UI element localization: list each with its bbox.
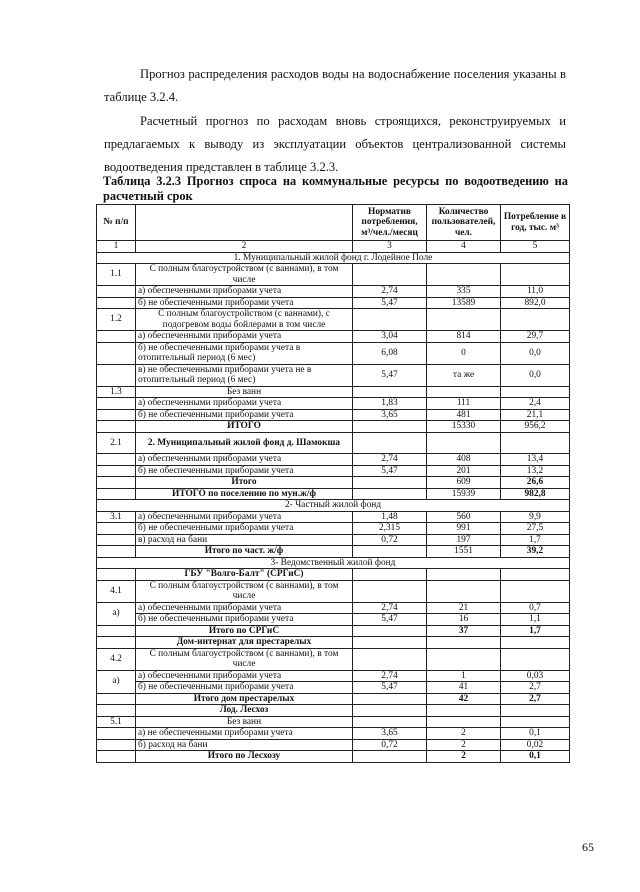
total-consumption: 2,7 [501,693,570,705]
empty-cell [501,264,570,286]
total-users: 15330 [427,421,501,433]
table-row [97,286,570,298]
row-label: б) не обеспеченными приборами учета [136,409,353,421]
row-number: 1.2 [97,309,136,331]
column-number: 3 [353,241,427,253]
row-label: а) обеспеченными приборами учета [136,454,353,466]
empty-cell [501,386,570,398]
empty-cell [97,693,136,705]
table-row [97,705,570,717]
empty-cell [427,264,501,286]
empty-cell [353,432,427,454]
table-row [97,398,570,410]
table-row [97,751,570,763]
row-label: б) не обеспеченными приборами учета [136,523,353,535]
table-body [97,252,570,762]
empty-cell [97,342,136,364]
row-number: 1.1 [97,264,136,286]
table-row [97,523,570,535]
empty-cell [353,477,427,489]
empty-cell [97,637,136,649]
subgroup-heading: Лод. Лесхоз [136,705,353,717]
empty-cell [501,648,570,670]
users-value: 481 [427,409,501,421]
empty-cell [501,716,570,728]
column-number: 2 [136,241,353,253]
column-number: 4 [427,241,501,253]
table-row [97,309,570,331]
table-row [97,670,570,682]
empty-cell [97,534,136,546]
empty-cell [427,580,501,602]
subgroup-heading: Дом-интернат для престарелых [136,637,353,649]
row-number: 1.3 [97,386,136,398]
table-row [97,488,570,500]
total-label: Итого по СРГиС [136,625,353,637]
table-row [97,716,570,728]
row-number: 4.1 [97,580,136,602]
table-row [97,569,570,581]
users-value: 1 [427,670,501,682]
paragraph-line: Расчетный прогноз по расходам вновь строящихся, реконструируемых и [140,114,566,128]
users-value: 201 [427,465,501,477]
section-heading: 2- Частный жилой фонд [97,500,570,512]
paragraph-line: таблице 3.2.4. [104,90,179,104]
empty-cell [427,705,501,717]
norm-value: 1,83 [353,398,427,410]
column-number: 5 [501,241,570,253]
empty-cell [501,705,570,717]
total-consumption: 26,6 [501,477,570,489]
table-row [97,546,570,558]
users-value: та же [427,364,501,386]
total-users: 2 [427,751,501,763]
page-number: 65 [582,840,594,854]
consumption-value: 0,1 [501,728,570,740]
empty-cell [353,705,427,717]
group-heading: С полным благоустройством (с ваннами), в том числе [136,580,353,602]
consumption-value: 0,03 [501,670,570,682]
users-value: 2 [427,728,501,740]
table-row [97,534,570,546]
header-norm: Норматив потребления, м³/чел./месяц [353,205,427,241]
total-label: Итого по част. ж/ф [136,546,353,558]
group-heading: Без ванн [136,716,353,728]
group-heading: С полным благоустройством (с ваннами), в том числе [136,648,353,670]
column-number: 1 [97,241,136,253]
empty-cell [97,739,136,751]
empty-cell [353,309,427,331]
total-label: Итого дом престарелых [136,693,353,705]
consumption-value: 13,2 [501,465,570,477]
norm-value: 2,315 [353,523,427,535]
section-heading: 3- Ведомственный жилой фонд [97,557,570,569]
empty-cell [501,637,570,649]
row-label: а) обеспеченными приборами учета [136,511,353,523]
table-row [97,614,570,626]
empty-cell [353,716,427,728]
consumption-value: 0,0 [501,342,570,364]
row-number: 5.1 [97,716,136,728]
empty-cell [97,465,136,477]
row-label: б) не обеспеченными приборами учета [136,614,353,626]
total-users: 42 [427,693,501,705]
table-row [97,252,570,264]
table-row [97,511,570,523]
total-users: 1551 [427,546,501,558]
empty-cell [427,432,501,454]
empty-cell [353,264,427,286]
consumption-value: 13,4 [501,454,570,466]
norm-value: 2,74 [353,286,427,298]
paragraph-line: Прогноз распределения расходов воды на водоснабжение поселения указаны в [140,67,566,81]
table-row [97,297,570,309]
table-row [97,432,570,454]
row-label: б) не обеспеченными приборами учета [136,465,353,477]
table-row [97,421,570,433]
row-label: б) расход на бани [136,739,353,751]
total-users: 609 [427,477,501,489]
empty-cell [353,637,427,649]
row-number: 4.2 [97,648,136,670]
table-row [97,465,570,477]
users-value: 111 [427,398,501,410]
norm-value: 5,47 [353,682,427,694]
total-users: 37 [427,625,501,637]
total-users: 15939 [427,488,501,500]
norm-value: 2,74 [353,670,427,682]
empty-cell [97,477,136,489]
consumption-value: 2,7 [501,682,570,694]
total-label: Итого [136,477,353,489]
empty-cell [97,705,136,717]
norm-value: 2,74 [353,602,427,614]
table-row [97,648,570,670]
consumption-value: 29,7 [501,331,570,343]
table-row [97,342,570,364]
users-value: 2 [427,739,501,751]
group-heading: С полным благоустройством (с ваннами), в том числе [136,264,353,286]
table-title-cont: расчетный срок [103,189,193,203]
table-row [97,500,570,512]
total-consumption: 1,7 [501,625,570,637]
row-label: а) обеспеченными приборами учета [136,286,353,298]
empty-cell [353,569,427,581]
row-number: а) [97,670,136,693]
consumption-value: 0,0 [501,364,570,386]
norm-value: 5,47 [353,364,427,386]
empty-cell [427,637,501,649]
table-row [97,409,570,421]
table-row [97,728,570,740]
empty-cell [97,454,136,466]
empty-cell [501,432,570,454]
empty-cell [97,751,136,763]
row-label: в) не обеспеченными приборами учета не в отопительный период (6 мес) [136,364,353,386]
empty-cell [97,546,136,558]
subgroup-heading: ГБУ "Волго-Балт" (СРГиС) [136,569,353,581]
empty-cell [353,546,427,558]
empty-cell [427,386,501,398]
users-value: 13589 [427,297,501,309]
empty-cell [97,364,136,386]
row-label: б) не обеспеченными приборами учета [136,682,353,694]
table-row [97,739,570,751]
section-heading: 1. Муниципальный жилой фонд г. Лодейное Поле [97,252,570,264]
consumption-value: 2,4 [501,398,570,410]
consumption-value: 9,9 [501,511,570,523]
empty-cell [97,625,136,637]
consumption-value: 0,02 [501,739,570,751]
consumption-value: 1,1 [501,614,570,626]
empty-cell [97,297,136,309]
empty-cell [427,716,501,728]
row-label: а) не обеспеченными приборами учета [136,728,353,740]
norm-value: 0,72 [353,739,427,751]
row-label: в) расход на бани [136,534,353,546]
empty-cell [97,523,136,535]
row-number: а) [97,602,136,625]
empty-cell [353,580,427,602]
row-number: 2.1 [97,432,136,454]
norm-value: 2,74 [353,454,427,466]
empty-cell [97,728,136,740]
norm-value: 5,47 [353,614,427,626]
norm-value: 5,47 [353,465,427,477]
users-value: 335 [427,286,501,298]
empty-cell [353,386,427,398]
header-users: Количество пользователей, чел. [427,205,501,241]
empty-cell [353,625,427,637]
row-label: а) обеспеченными приборами учета [136,331,353,343]
table-row [97,693,570,705]
norm-value: 5,47 [353,297,427,309]
empty-cell [501,309,570,331]
table-row [97,557,570,569]
empty-cell [97,409,136,421]
users-value: 197 [427,534,501,546]
table-row [97,625,570,637]
table-row [97,602,570,614]
empty-cell [97,488,136,500]
table-row [97,580,570,602]
header-name [136,205,353,241]
group-heading: 2. Муниципальный жилой фонд д. Шамокша [136,432,353,454]
empty-cell [97,398,136,410]
table-row [97,331,570,343]
group-heading: Без ванн [136,386,353,398]
empty-cell [427,648,501,670]
table-row [97,682,570,694]
total-consumption: 0,1 [501,751,570,763]
paragraph-line: водоотведения представлен в таблице 3.2.3. [104,160,339,174]
consumption-table [96,204,570,763]
norm-value: 6,08 [353,342,427,364]
table-row [97,364,570,386]
table-row [97,386,570,398]
table-row [97,637,570,649]
empty-cell [353,488,427,500]
row-number: 3.1 [97,511,136,523]
empty-cell [501,580,570,602]
norm-value: 3,65 [353,409,427,421]
empty-cell [97,331,136,343]
total-consumption: 982,8 [501,488,570,500]
row-label: а) обеспеченными приборами учета [136,670,353,682]
header-consumption: Потребление в год, тыс. м³ [501,205,570,241]
users-value: 814 [427,331,501,343]
empty-cell [97,421,136,433]
row-label: а) обеспеченными приборами учета [136,602,353,614]
empty-cell [97,286,136,298]
norm-value: 3,04 [353,331,427,343]
users-value: 991 [427,523,501,535]
table-row [97,264,570,286]
total-label: Итого по Лесхозу [136,751,353,763]
norm-value: 0,72 [353,534,427,546]
consumption-value: 27,5 [501,523,570,535]
consumption-value: 21,1 [501,409,570,421]
table-row [97,477,570,489]
consumption-value: 892,0 [501,297,570,309]
consumption-value: 1,7 [501,534,570,546]
header-num: № п/п [97,205,136,241]
total-consumption: 956,2 [501,421,570,433]
consumption-value: 11,0 [501,286,570,298]
empty-cell [427,309,501,331]
users-value: 21 [427,602,501,614]
total-consumption: 39,2 [501,546,570,558]
users-value: 408 [427,454,501,466]
users-value: 16 [427,614,501,626]
row-label: а) обеспеченными приборами учета [136,398,353,410]
consumption-value: 0,7 [501,602,570,614]
empty-cell [501,569,570,581]
empty-cell [427,569,501,581]
table-title: Таблица 3.2.3 Прогноз спроса на коммунальные ресурсы по водоотведению на [103,174,568,188]
empty-cell [353,751,427,763]
table-row [97,454,570,466]
users-value: 41 [427,682,501,694]
users-value: 560 [427,511,501,523]
empty-cell [353,648,427,670]
norm-value: 1,48 [353,511,427,523]
total-label: ИТОГО по поселению по мун.ж/ф [136,488,353,500]
row-label: б) не обеспеченными приборами учета в отопительный период (6 мес) [136,342,353,364]
users-value: 0 [427,342,501,364]
total-label: ИТОГО [136,421,353,433]
empty-cell [97,569,136,581]
empty-cell [353,693,427,705]
norm-value: 3,65 [353,728,427,740]
group-heading: С полным благоустройством (с ваннами), с подогревом воды бойлерами в том числе [136,309,353,331]
paragraph-line: предлагаемых к выводу из эксплуатации объектов централизованной системы [104,137,566,151]
row-label: б) не обеспеченными приборами учета [136,297,353,309]
empty-cell [353,421,427,433]
